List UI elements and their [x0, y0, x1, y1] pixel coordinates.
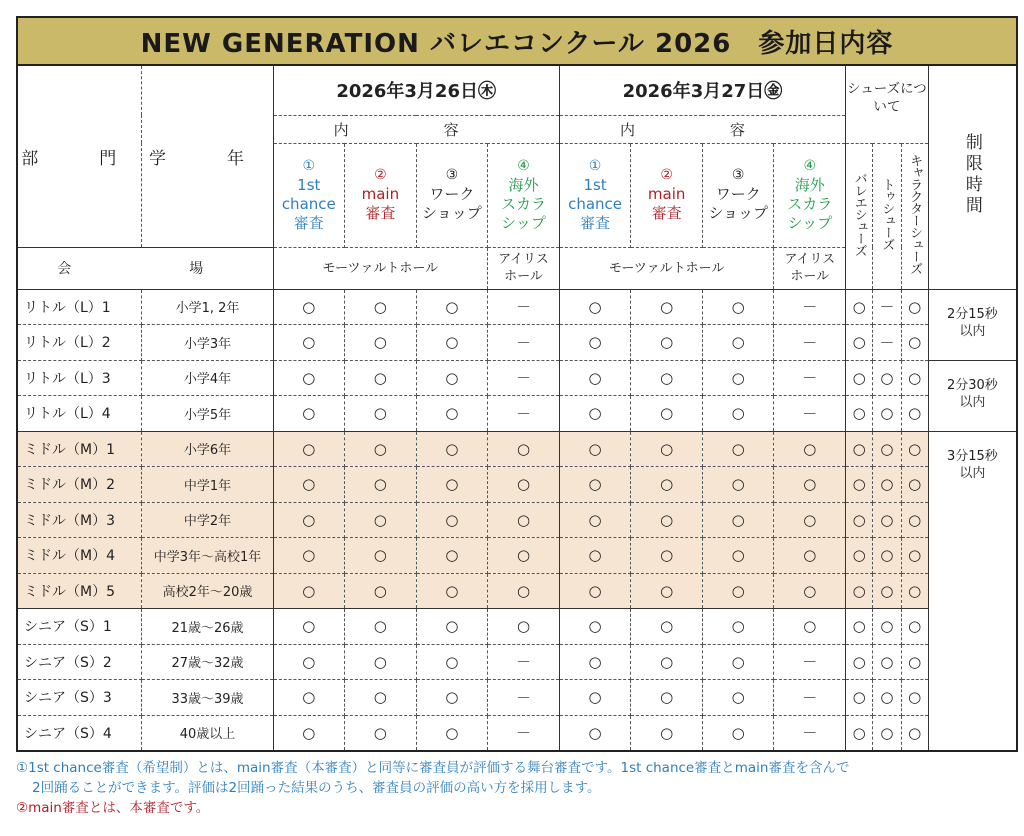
mark-cell: ○ — [702, 502, 774, 538]
mark-cell: ○ — [631, 289, 703, 325]
mark-cell: ○ — [631, 431, 703, 467]
shoe-mark-cell: ○ — [846, 360, 873, 396]
shoe-mark-cell: ○ — [873, 396, 901, 432]
schedule-table — [16, 64, 1018, 752]
shoe-mark-cell: ○ — [846, 680, 873, 716]
shoe-mark-cell: ○ — [846, 396, 873, 432]
mark-cell: ○ — [416, 680, 488, 716]
mark-cell: ○ — [559, 325, 631, 361]
mark-cell: ○ — [273, 467, 345, 503]
page-title: NEW GENERATION バレエコンクール 2026 参加日内容 — [16, 16, 1018, 64]
shoe-mark-cell: ○ — [873, 502, 901, 538]
mark-cell: ○ — [345, 431, 417, 467]
department-cell: シニア（S）4 — [17, 715, 142, 751]
time-limit-cell: 3分15秒 以内 — [928, 431, 1017, 751]
grade-cell: 中学3年～高校1年 — [142, 538, 273, 574]
shoe-mark-cell: ○ — [846, 538, 873, 574]
shoe-mark-cell: ○ — [901, 609, 928, 645]
event-cell: ③ ワーク ショップ — [702, 143, 774, 247]
mark-cell: ○ — [345, 715, 417, 751]
mark-cell: ○ — [631, 538, 703, 574]
shoe-mark-cell: ○ — [846, 644, 873, 680]
mark-cell: ○ — [702, 289, 774, 325]
table-row — [17, 289, 1017, 325]
venue-label: 会 場 — [17, 247, 273, 289]
mark-cell: － — [488, 715, 560, 751]
shoe-mark-cell: ○ — [901, 431, 928, 467]
mark-cell: ○ — [559, 431, 631, 467]
department-cell: ミドル（M）5 — [17, 573, 142, 609]
mark-cell: ○ — [345, 644, 417, 680]
shoe-mark-cell: ○ — [873, 538, 901, 574]
mark-cell: ○ — [273, 680, 345, 716]
mark-cell: ○ — [273, 715, 345, 751]
mark-cell: － — [488, 396, 560, 432]
mark-cell: ○ — [702, 644, 774, 680]
department-cell: リトル（L）3 — [17, 360, 142, 396]
event-cell: ③ ワーク ショップ — [416, 143, 488, 247]
mark-cell: ○ — [273, 644, 345, 680]
mark-cell: ○ — [702, 573, 774, 609]
event-cell: ④ 海外 スカラ シップ — [774, 143, 846, 247]
mark-cell: ○ — [488, 502, 560, 538]
shoe-mark-cell: ○ — [873, 644, 901, 680]
table-row — [17, 431, 1017, 467]
limit-header: 制限時間 — [928, 65, 1017, 289]
mark-cell: ○ — [488, 538, 560, 574]
shoe-mark-cell: ○ — [846, 467, 873, 503]
table-row — [17, 538, 1017, 574]
mark-cell: ○ — [631, 680, 703, 716]
shoe-mark-cell: ○ — [901, 325, 928, 361]
mark-cell: ○ — [345, 573, 417, 609]
mark-cell: ○ — [273, 325, 345, 361]
mark-cell: ○ — [631, 573, 703, 609]
note-main: ②main審査とは、本審査です。 — [16, 800, 210, 816]
grade-cell: 小学4年 — [142, 360, 273, 396]
note-1st-chance: ①1st chance審査（希望制）とは、main審査（本審査）と同等に審査員が評価する舞台審査です。1st chance審査とmain審査を含んで — [16, 760, 850, 776]
table-row — [17, 609, 1017, 645]
mark-cell: ○ — [631, 360, 703, 396]
mark-cell: ○ — [345, 360, 417, 396]
grade-cell: 高校2年～20歳 — [142, 573, 273, 609]
shoe-mark-cell: ○ — [901, 680, 928, 716]
grade-cell: 小学1, 2年 — [142, 289, 273, 325]
mark-cell: － — [774, 680, 846, 716]
mark-cell: ○ — [273, 289, 345, 325]
shoe-mark-cell: ○ — [846, 573, 873, 609]
event-cell: ④ 海外 スカラ シップ — [488, 143, 560, 247]
department-cell: ミドル（M）4 — [17, 538, 142, 574]
mark-cell: － — [488, 325, 560, 361]
shoe-mark-cell: ○ — [846, 431, 873, 467]
mark-cell: ○ — [488, 573, 560, 609]
shoe-mark-cell: ○ — [846, 715, 873, 751]
table-row — [17, 715, 1017, 751]
grade-cell: 27歳～32歳 — [142, 644, 273, 680]
mark-cell: ○ — [631, 502, 703, 538]
shoe-mark-cell: ○ — [901, 502, 928, 538]
department-cell: ミドル（M）2 — [17, 467, 142, 503]
mark-cell: ○ — [273, 431, 345, 467]
event-cell: ② main 審査 — [631, 143, 703, 247]
day1-content-label: 内 容 — [273, 115, 559, 143]
table-row — [17, 325, 1017, 361]
time-limit-cell: 2分15秒 以内 — [928, 289, 1017, 360]
shoe-mark-cell: ○ — [901, 467, 928, 503]
mark-cell: ○ — [488, 467, 560, 503]
shoe-mark-cell: ○ — [873, 715, 901, 751]
mark-cell: ○ — [273, 609, 345, 645]
shoe-mark-cell: ○ — [846, 325, 873, 361]
mark-cell: ○ — [702, 715, 774, 751]
mark-cell: ○ — [416, 431, 488, 467]
mark-cell: ○ — [559, 715, 631, 751]
mark-cell: ○ — [774, 431, 846, 467]
grade-cell: 小学5年 — [142, 396, 273, 432]
event-cell: ② main 審査 — [345, 143, 417, 247]
shoes-header: シューズについて — [846, 65, 929, 143]
mark-cell: ○ — [345, 467, 417, 503]
shoe-mark-cell: ○ — [846, 289, 873, 325]
mark-cell: ○ — [416, 538, 488, 574]
mark-cell: ○ — [416, 289, 488, 325]
day1-date: 2026年3月26日㊍ — [273, 65, 559, 115]
mark-cell: ○ — [702, 609, 774, 645]
shoe-mark-cell: ○ — [873, 360, 901, 396]
mark-cell: ○ — [416, 644, 488, 680]
shoe-mark-cell: ○ — [901, 289, 928, 325]
mark-cell: ○ — [273, 502, 345, 538]
event-cell: ① 1st chance 審査 — [273, 143, 345, 247]
grade-header: 学 年 — [142, 65, 273, 247]
shoe-mark-cell: ○ — [901, 360, 928, 396]
mark-cell: ○ — [631, 644, 703, 680]
table-row — [17, 396, 1017, 432]
time-limit-cell: 2分30秒 以内 — [928, 360, 1017, 431]
shoe-mark-cell: ○ — [846, 609, 873, 645]
department-cell: リトル（L）4 — [17, 396, 142, 432]
mark-cell: ○ — [345, 289, 417, 325]
mark-cell: ○ — [416, 396, 488, 432]
shoe-mark-cell: ○ — [873, 467, 901, 503]
mark-cell: － — [488, 289, 560, 325]
mark-cell: ○ — [345, 396, 417, 432]
mark-cell: － — [774, 396, 846, 432]
shoe-mark-cell: ○ — [873, 680, 901, 716]
shoe-mark-cell: ○ — [901, 644, 928, 680]
mark-cell: ○ — [631, 467, 703, 503]
mark-cell: ○ — [345, 680, 417, 716]
shoe-mark-cell: － — [873, 325, 901, 361]
mark-cell: － — [488, 644, 560, 680]
mark-cell: ○ — [631, 715, 703, 751]
mark-cell: ○ — [774, 502, 846, 538]
shoe-mark-cell: ○ — [873, 431, 901, 467]
department-cell: ミドル（M）1 — [17, 431, 142, 467]
shoe-mark-cell: ○ — [901, 715, 928, 751]
mark-cell: ○ — [273, 360, 345, 396]
grade-cell: 小学6年 — [142, 431, 273, 467]
mark-cell: ○ — [702, 396, 774, 432]
day1-venue-main: モーツァルトホール — [273, 247, 488, 289]
shoe-mark-cell: － — [873, 289, 901, 325]
shoe-mark-cell: ○ — [873, 609, 901, 645]
department-cell: シニア（S）3 — [17, 680, 142, 716]
mark-cell: ○ — [559, 360, 631, 396]
mark-cell: ○ — [416, 573, 488, 609]
mark-cell: ○ — [559, 680, 631, 716]
day1-venue-sub: アイリス ホール — [488, 247, 560, 289]
grade-cell: 21歳～26歳 — [142, 609, 273, 645]
mark-cell: ○ — [631, 396, 703, 432]
event-cell: ① 1st chance 審査 — [559, 143, 631, 247]
mark-cell: ○ — [273, 538, 345, 574]
table-row — [17, 467, 1017, 503]
mark-cell: ○ — [559, 573, 631, 609]
mark-cell: ○ — [631, 609, 703, 645]
department-cell: リトル（L）1 — [17, 289, 142, 325]
mark-cell: － — [774, 360, 846, 396]
table-row — [17, 573, 1017, 609]
mark-cell: ○ — [273, 396, 345, 432]
table-row — [17, 644, 1017, 680]
mark-cell: ○ — [559, 396, 631, 432]
grade-cell: 33歳～39歳 — [142, 680, 273, 716]
grade-cell: 小学3年 — [142, 325, 273, 361]
mark-cell: ○ — [416, 325, 488, 361]
shoe-mark-cell: ○ — [873, 573, 901, 609]
department-cell: シニア（S）2 — [17, 644, 142, 680]
note-1st-chance-cont: 2回踊ることができます。評価は2回踊った結果のうち、審査員の評価の高い方を採用します。 — [32, 780, 601, 796]
department-header: 部 門 — [17, 65, 142, 247]
shoe-type-pointe: トゥシューズ — [873, 143, 901, 289]
mark-cell: ○ — [702, 325, 774, 361]
mark-cell: － — [488, 360, 560, 396]
department-cell: リトル（L）2 — [17, 325, 142, 361]
grade-cell: 中学1年 — [142, 467, 273, 503]
mark-cell: ○ — [559, 289, 631, 325]
mark-cell: ○ — [559, 609, 631, 645]
mark-cell: ○ — [416, 715, 488, 751]
schedule-document — [16, 16, 1018, 752]
day2-venue-main: モーツァルトホール — [559, 247, 774, 289]
grade-cell: 40歳以上 — [142, 715, 273, 751]
mark-cell: ○ — [702, 431, 774, 467]
table-row — [17, 680, 1017, 716]
table-row — [17, 502, 1017, 538]
mark-cell: ○ — [702, 360, 774, 396]
department-cell: シニア（S）1 — [17, 609, 142, 645]
footnotes — [16, 758, 1018, 818]
shoe-type-ballet: バレエシューズ — [846, 143, 873, 289]
shoe-mark-cell: ○ — [901, 573, 928, 609]
mark-cell: － — [774, 289, 846, 325]
mark-cell: ○ — [774, 573, 846, 609]
mark-cell: ○ — [416, 609, 488, 645]
mark-cell: － — [488, 680, 560, 716]
shoe-mark-cell: ○ — [901, 396, 928, 432]
table-row — [17, 360, 1017, 396]
day2-date: 2026年3月27日㊎ — [559, 65, 845, 115]
mark-cell: ○ — [345, 325, 417, 361]
mark-cell: ○ — [702, 467, 774, 503]
mark-cell: － — [774, 715, 846, 751]
mark-cell: ○ — [559, 502, 631, 538]
mark-cell: ○ — [273, 573, 345, 609]
mark-cell: － — [774, 644, 846, 680]
mark-cell: ○ — [559, 644, 631, 680]
shoe-mark-cell: ○ — [846, 502, 873, 538]
mark-cell: ○ — [345, 502, 417, 538]
shoe-mark-cell: ○ — [901, 538, 928, 574]
mark-cell: ○ — [702, 680, 774, 716]
mark-cell: ○ — [345, 609, 417, 645]
day2-content-label: 内 容 — [559, 115, 845, 143]
mark-cell: ○ — [488, 431, 560, 467]
shoe-type-character: キャラクターシューズ — [901, 143, 928, 289]
mark-cell: ○ — [631, 325, 703, 361]
mark-cell: ○ — [702, 538, 774, 574]
mark-cell: ○ — [345, 538, 417, 574]
day2-venue-sub: アイリス ホール — [774, 247, 846, 289]
department-cell: ミドル（M）3 — [17, 502, 142, 538]
mark-cell: ○ — [488, 609, 560, 645]
mark-cell: ○ — [774, 538, 846, 574]
mark-cell: ○ — [559, 538, 631, 574]
mark-cell: ○ — [559, 467, 631, 503]
mark-cell: ○ — [416, 467, 488, 503]
mark-cell: ○ — [416, 502, 488, 538]
grade-cell: 中学2年 — [142, 502, 273, 538]
mark-cell: ○ — [774, 467, 846, 503]
mark-cell: ○ — [774, 609, 846, 645]
mark-cell: ○ — [416, 360, 488, 396]
mark-cell: － — [774, 325, 846, 361]
